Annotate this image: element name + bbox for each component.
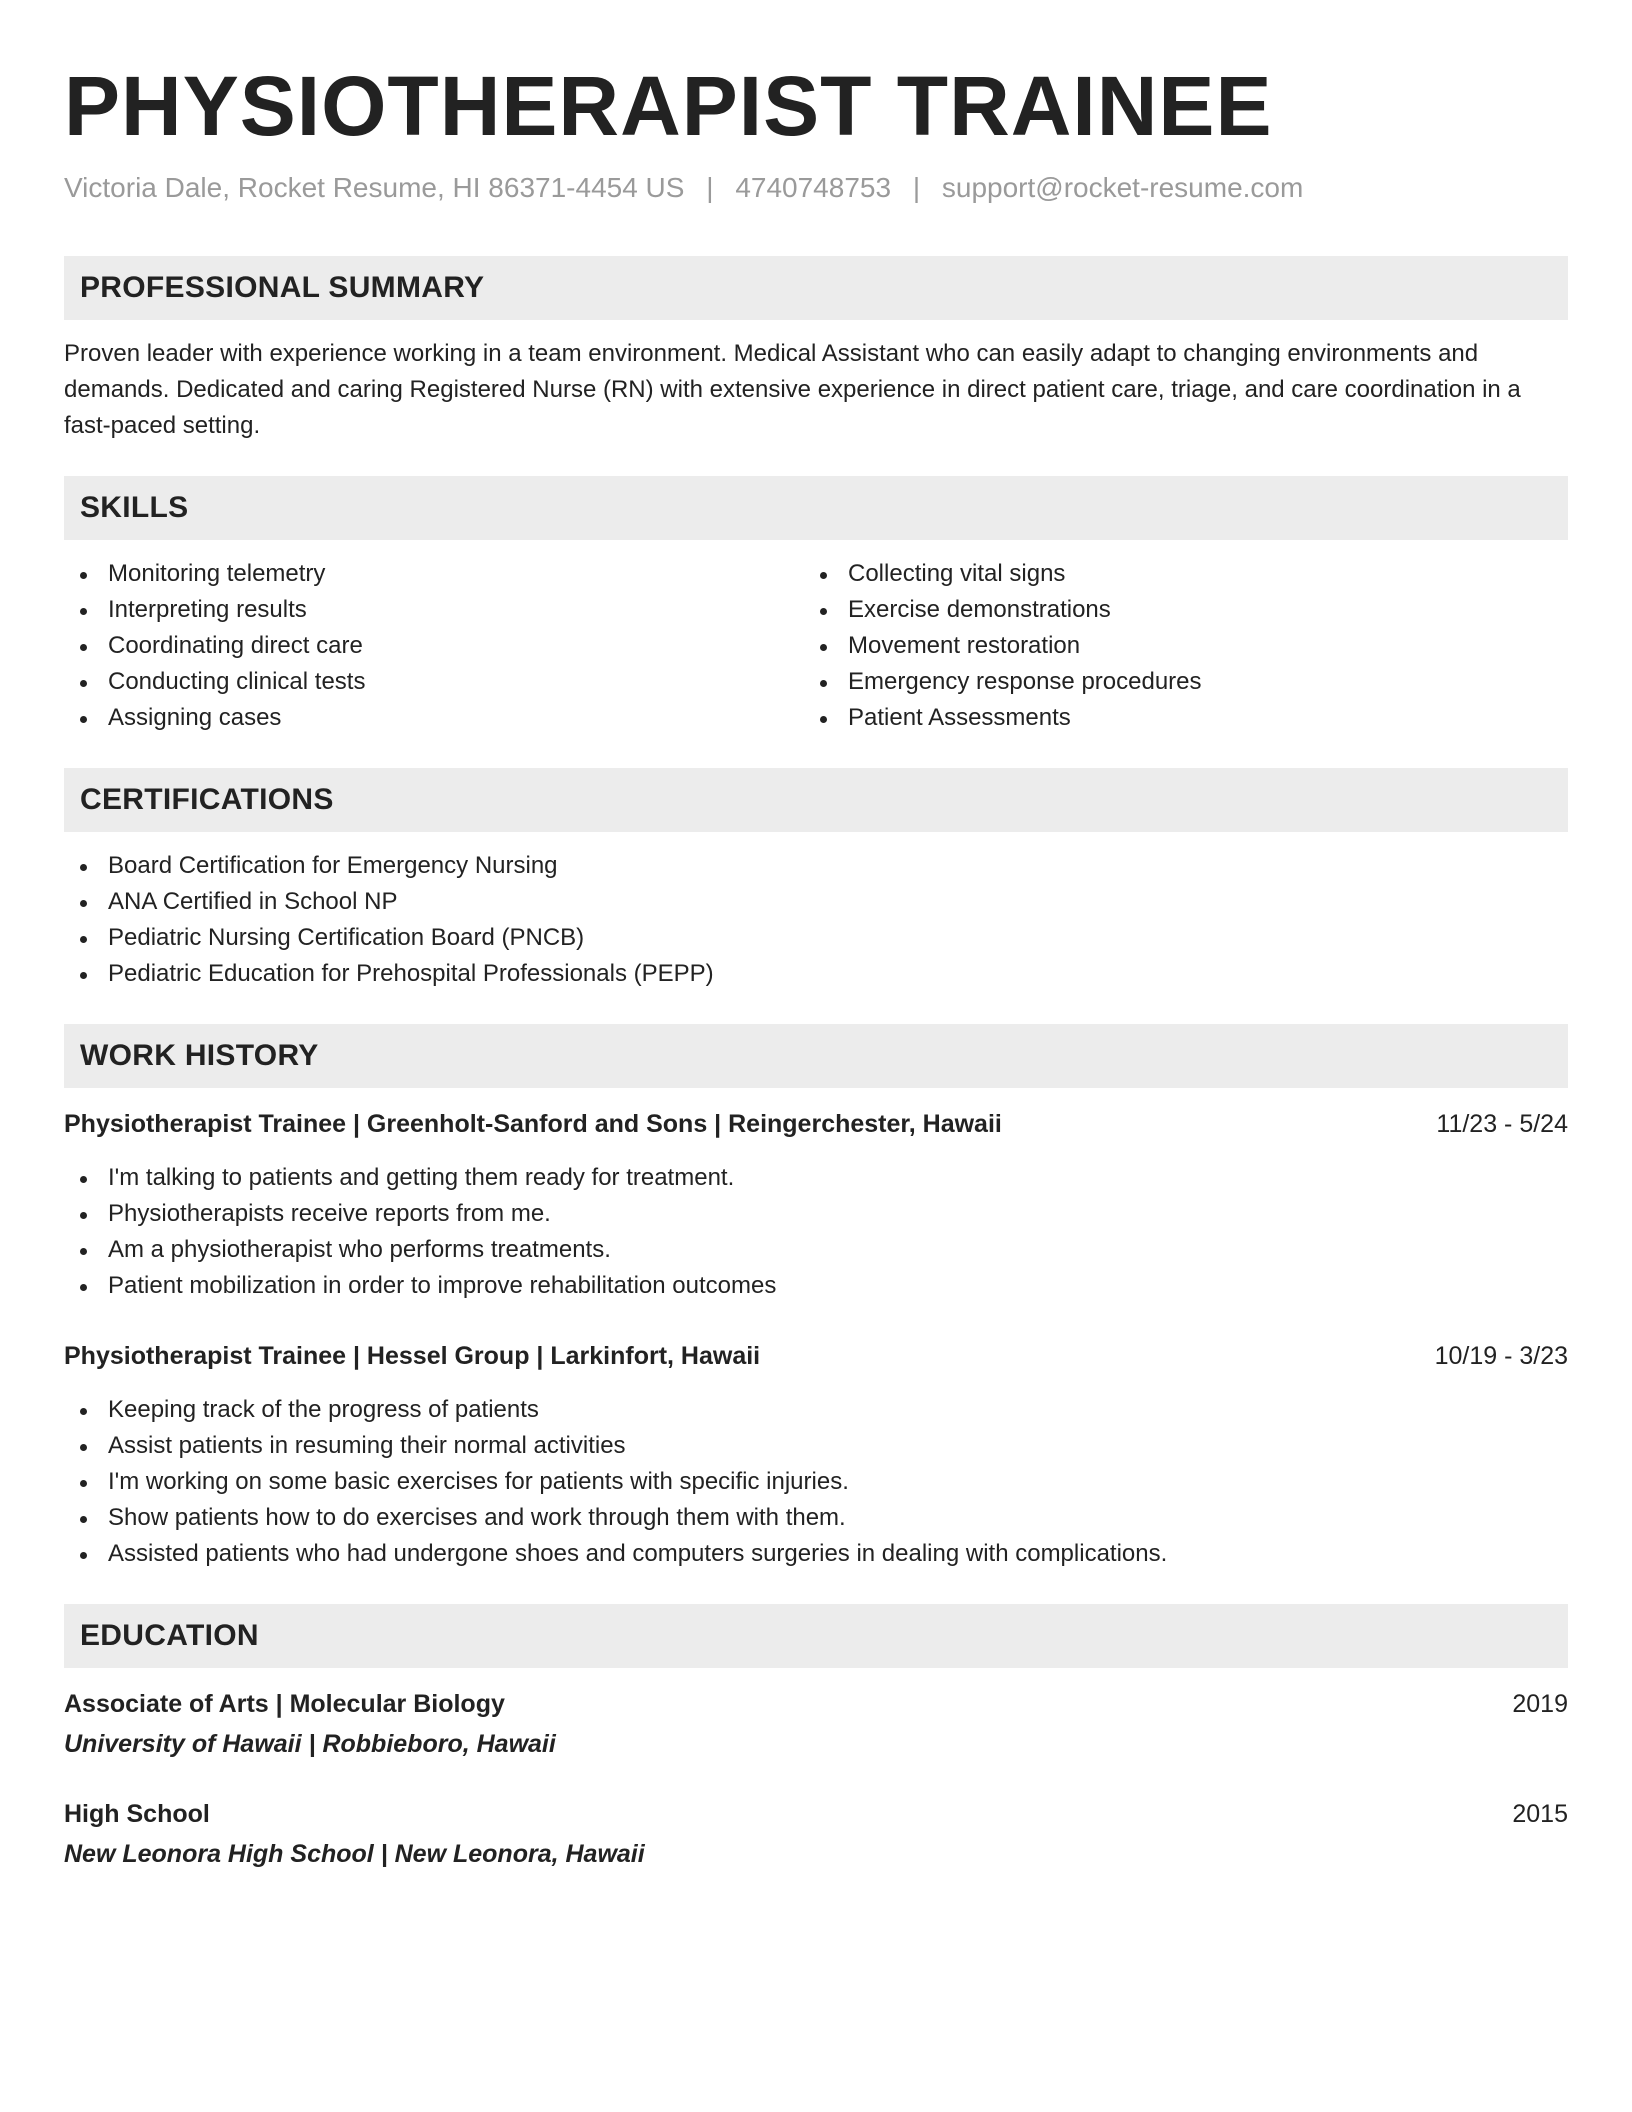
skill-item: Movement restoration xyxy=(804,628,1544,664)
education-school: University of Hawaii | Robbieboro, Hawaii xyxy=(64,1730,556,1758)
education-year: 2015 xyxy=(1512,1800,1568,1828)
job-duty: Physiotherapists receive reports from me. xyxy=(64,1196,1568,1232)
section-header-education: EDUCATION xyxy=(64,1604,1568,1668)
education-header xyxy=(64,1796,1568,1832)
skills-grid xyxy=(64,556,1568,736)
skill-item: Monitoring telemetry xyxy=(64,556,804,592)
certification-item: ANA Certified in School NP xyxy=(64,884,1568,920)
certification-item: Pediatric Nursing Certification Board (PNCB) xyxy=(64,920,1568,956)
skill-item: Assigning cases xyxy=(64,700,804,736)
certification-item: Board Certification for Emergency Nursing xyxy=(64,848,1568,884)
job-dates: 11/23 - 5/24 xyxy=(1436,1110,1568,1138)
contact-email: support@rocket-resume.com xyxy=(941,172,1304,203)
section-header-skills: SKILLS xyxy=(64,476,1568,540)
skills-list-right xyxy=(804,556,1544,736)
contact-separator: | xyxy=(706,172,714,203)
education-degree: High School xyxy=(64,1800,210,1828)
job-duty: Assisted patients who had undergone shoes and computers surgeries in dealing with complications. xyxy=(64,1536,1568,1572)
education-year: 2019 xyxy=(1512,1690,1568,1718)
education-entry xyxy=(64,1686,1568,1762)
job-duty: Show patients how to do exercises and work through them with them. xyxy=(64,1500,1568,1536)
education-header xyxy=(64,1686,1568,1722)
job-duty: Assist patients in resuming their normal activities xyxy=(64,1428,1568,1464)
summary-text: Proven leader with experience working in a team environment. Medical Assistant who can easily adapt to changing environments and demands. Dedicated and caring Registered Nurse (RN) with extensive experience in direct patient care, triage, and care coordination in a fast-paced setting. xyxy=(64,340,1521,439)
job-duty: Patient mobilization in order to improve rehabilitation outcomes xyxy=(64,1268,1568,1304)
skill-item: Collecting vital signs xyxy=(804,556,1544,592)
job-duty: Keeping track of the progress of patients xyxy=(64,1392,1568,1428)
certifications-list xyxy=(64,848,1568,992)
job-entry xyxy=(64,1338,1568,1572)
job-duties-list xyxy=(64,1160,1568,1304)
skill-item: Coordinating direct care xyxy=(64,628,804,664)
skill-item: Exercise demonstrations xyxy=(804,592,1544,628)
education-entry xyxy=(64,1796,1568,1872)
section-header-certifications: CERTIFICATIONS xyxy=(64,768,1568,832)
skill-item: Emergency response procedures xyxy=(804,664,1544,700)
certification-item: Pediatric Education for Prehospital Professionals (PEPP) xyxy=(64,956,1568,992)
resume-title: PHYSIOTHERAPIST TRAINEE xyxy=(64,59,1273,153)
section-header-work-history: WORK HISTORY xyxy=(64,1024,1568,1088)
contact-line xyxy=(64,170,1568,206)
job-title: Physiotherapist Trainee | Hessel Group | Larkinfort, Hawaii xyxy=(64,1342,761,1370)
job-duties-list xyxy=(64,1392,1568,1572)
job-duty: I'm talking to patients and getting them ready for treatment. xyxy=(64,1160,1568,1196)
contact-phone: 4740748753 xyxy=(735,172,892,203)
job-dates: 10/19 - 3/23 xyxy=(1434,1342,1568,1370)
education-school: New Leonora High School | New Leonora, Hawaii xyxy=(64,1840,645,1868)
skill-item: Patient Assessments xyxy=(804,700,1544,736)
job-entry xyxy=(64,1106,1568,1304)
skill-item: Conducting clinical tests xyxy=(64,664,804,700)
skill-item: Interpreting results xyxy=(64,592,804,628)
contact-address: Victoria Dale, Rocket Resume, HI 86371-4454 US xyxy=(64,172,685,203)
job-header xyxy=(64,1106,1568,1142)
education-degree: Associate of Arts | Molecular Biology xyxy=(64,1690,505,1718)
contact-separator: | xyxy=(912,172,921,203)
skills-list-left xyxy=(64,556,804,736)
job-title: Physiotherapist Trainee | Greenholt-Sanford and Sons | Reingerchester, Hawaii xyxy=(64,1110,1002,1138)
job-duty: Am a physiotherapist who performs treatments. xyxy=(64,1232,1568,1268)
job-duty: I'm working on some basic exercises for patients with specific injuries. xyxy=(64,1464,1568,1500)
section-header-summary: PROFESSIONAL SUMMARY xyxy=(64,256,1568,320)
job-header xyxy=(64,1338,1568,1374)
